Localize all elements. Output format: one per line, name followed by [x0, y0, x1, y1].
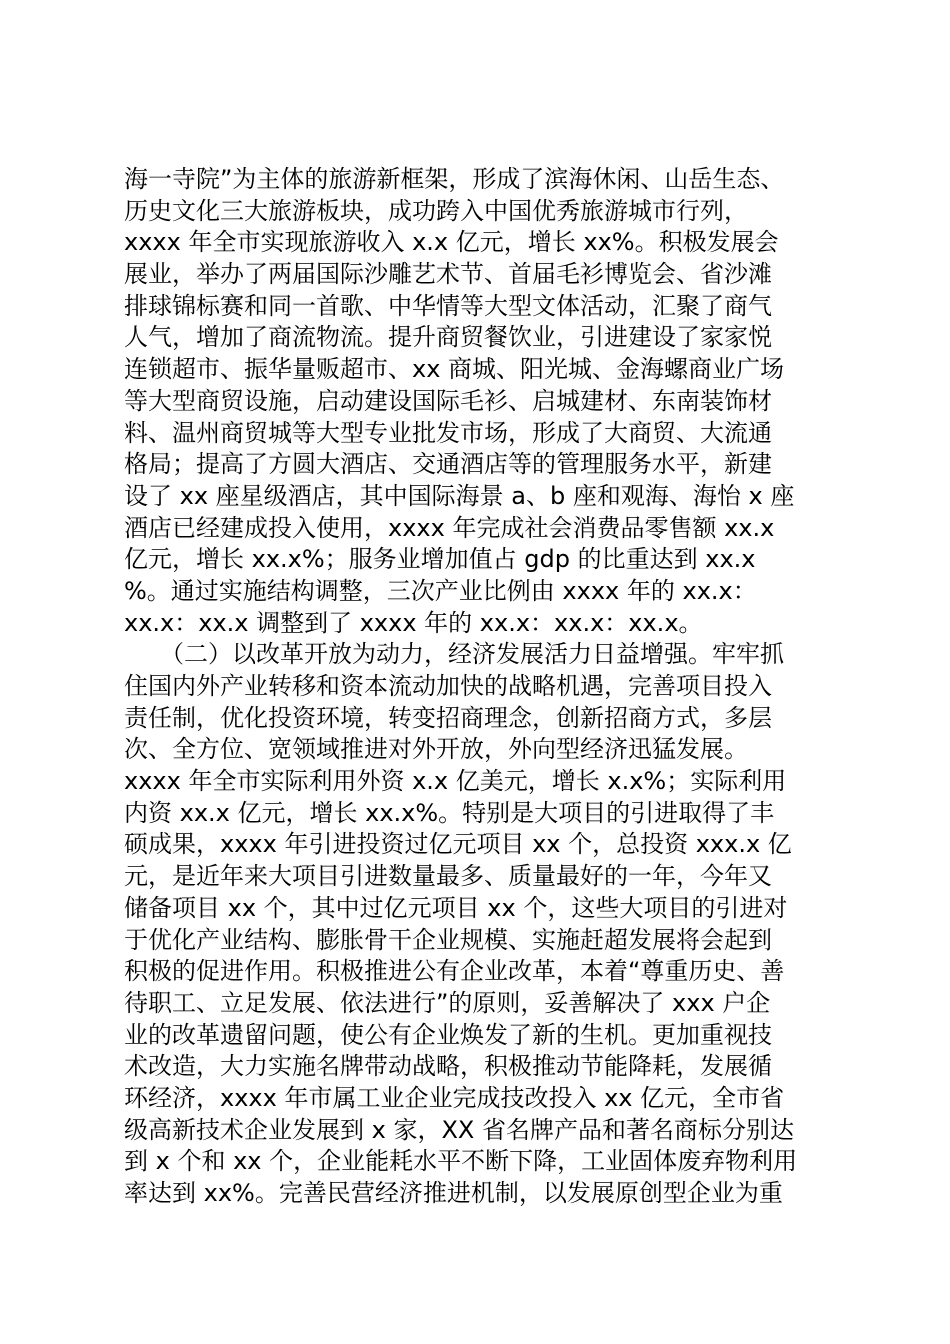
text-line: 待职工、立足发展、依法进行”的原则，妥善解决了 xxx 户企	[124, 988, 771, 1017]
text-line: 术改造，大力实施名牌带动战略，积极推动节能降耗，发展循	[124, 1052, 772, 1081]
text-line: 海一寺院”为主体的旅游新框架，形成了滨海休闲、山岳生态、	[124, 165, 785, 193]
text-line: 积极的促进作用。积极推进公有企业改革，本着“尊重历史、善	[124, 957, 785, 986]
text-line: xxxx 年全市实际利用外资 x.x 亿美元，增长 x.x%；实际利用	[124, 767, 787, 796]
text-line: %。通过实施结构调整，三次产业比例由 xxxx 年的 xx.x：	[124, 576, 757, 605]
text-line: 历史文化三大旅游板块，成功跨入中国优秀旅游城市行列，	[124, 196, 748, 225]
text-line: 酒店已经建成投入使用，xxxx 年完成社会消费品零售额 xx.x	[124, 513, 775, 542]
text-line: 率达到 xx%。完善民营经济推进机制，以发展原创型企业为重	[124, 1179, 783, 1207]
text-line: 硕成果，xxxx 年引进投资过亿元项目 xx 个，总投资 xxx.x 亿	[124, 830, 792, 859]
text-line: 亿元，增长 xx.x%；服务业增加值占 gdp 的比重达到 xx.x	[124, 545, 756, 574]
body-text	[124, 164, 844, 1210]
text-line: 储备项目 xx 个，其中过亿元项目 xx 个，这些大项目的引进对	[124, 893, 788, 922]
text-line: 内资 xx.x 亿元，增长 xx.x%。特别是大项目的引进取得了丰	[124, 798, 775, 827]
text-line: 次、全方位、宽领域推进对外开放，外向型经济迅猛发展。	[124, 735, 748, 764]
text-line: 责任制，优化投资环境，转变招商理念，创新招商方式，多层	[124, 703, 772, 732]
text-line: 业的改革遗留问题，使公有企业焕发了新的生机。更加重视技	[124, 1020, 772, 1049]
text-line: 住国内外产业转移和资本流动加快的战略机遇，完善项目投入	[124, 672, 772, 700]
text-line: 于优化产业结构、膨胀骨干企业规模、实施赶超发展将会起到	[124, 925, 772, 954]
text-line: 环经济，xxxx 年市属工业企业完成技改投入 xx 亿元，全市省	[124, 1083, 785, 1112]
text-line: 展业，举办了两届国际沙雕艺术节、首届毛衫博览会、省沙滩	[124, 260, 772, 289]
text-line: 到 x 个和 xx 个，企业能耗水平不断下降，工业固体废弃物利用	[124, 1147, 798, 1176]
text-line: （二）以改革开放为动力，经济发展活力日益增强。牢牢抓	[124, 640, 784, 669]
text-line: 元，是近年来大项目引进数量最多、质量最好的一年，今年又	[124, 862, 772, 891]
text-line: 料、温州商贸城等大型专业批发市场，形成了大商贸、大流通	[124, 418, 772, 447]
text-line: xx.x：xx.x 调整到了 xxxx 年的 xx.x：xx.x：xx.x。	[124, 608, 703, 637]
text-line: 排球锦标赛和同一首歌、中华情等大型文体活动，汇聚了商气	[124, 291, 772, 320]
text-line: xxxx 年全市实现旅游收入 x.x 亿元，增长 xx%。积极发展会	[124, 228, 779, 257]
text-line: 连锁超市、振华量贩超市、xx 商城、阳光城、金海螺商业广场	[124, 355, 785, 384]
text-line: 设了 xx 座星级酒店，其中国际海景 a、b 座和观海、海怡 x 座	[124, 481, 795, 510]
text-line: 格局；提高了方圆大酒店、交通酒店等的管理服务水平，新建	[124, 450, 772, 479]
text-line: 人气，增加了商流物流。提升商贸餐饮业，引进建设了家家悦	[124, 323, 772, 352]
text-line: 级高新技术企业发展到 x 家，XX 省名牌产品和著名商标分别达	[124, 1115, 794, 1144]
text-line: 等大型商贸设施，启动建设国际毛衫、启城建材、东南装饰材	[124, 386, 772, 415]
